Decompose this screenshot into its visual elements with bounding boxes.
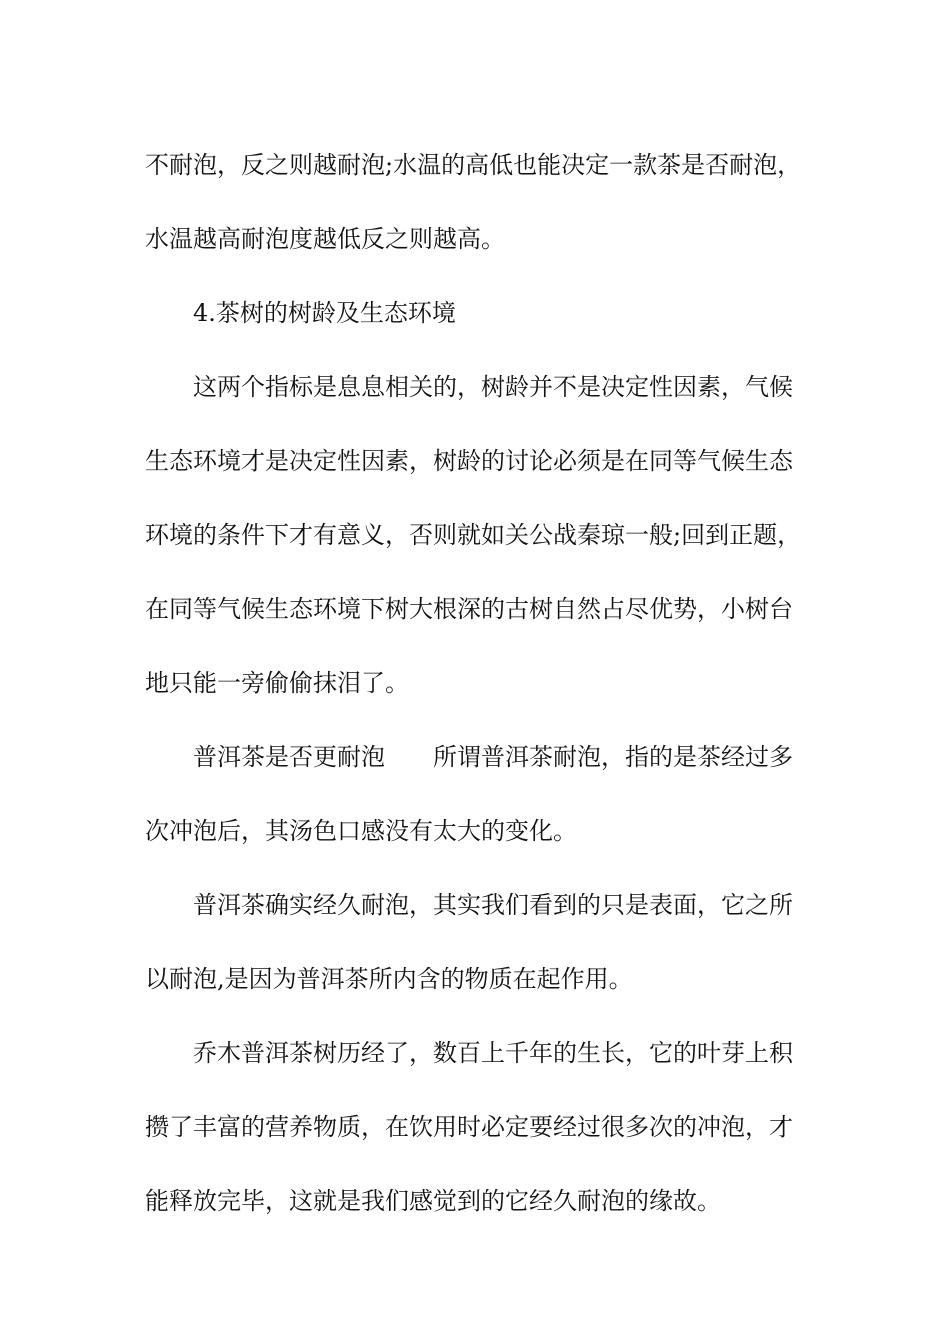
text-line: 这两个指标是息息相关的，树龄并不是决定性因素，气候 <box>193 373 793 401</box>
text-line: 普洱茶是否更耐泡 所谓普洱茶耐泡，指的是茶经过多 <box>193 743 793 771</box>
section-heading: 4.茶树的树龄及生态环境 <box>193 299 456 327</box>
text-line: 攒了丰富的营养物质，在饮用时必定要经过很多次的冲泡，才 <box>145 1113 793 1141</box>
text-line: 环境的条件下才有意义，否则就如关公战秦琼一般;回到正题， <box>145 521 802 549</box>
text-line: 次冲泡后，其汤色口感没有太大的变化。 <box>145 817 577 845</box>
text-line: 在同等气候生态环境下树大根深的古树自然占尽优势，小树台 <box>145 595 793 623</box>
text-line: 水温越高耐泡度越低反之则越高。 <box>145 225 505 253</box>
text-line: 生态环境才是决定性因素，树龄的讨论必须是在同等气候生态 <box>145 447 793 475</box>
body-text <box>145 128 805 1238</box>
text-line: 乔木普洱茶树历经了，数百上千年的生长，它的叶芽上积 <box>193 1039 793 1067</box>
text-line: 地只能一旁偷偷抹泪了。 <box>145 669 409 697</box>
text-line: 以耐泡,是因为普洱茶所内含的物质在起作用。 <box>145 965 633 993</box>
text-line: 普洱茶确实经久耐泡，其实我们看到的只是表面，它之所 <box>193 891 793 919</box>
text-line: 能释放完毕，这就是我们感觉到的它经久耐泡的缘故。 <box>145 1187 721 1215</box>
text-line: 不耐泡，反之则越耐泡;水温的高低也能决定一款茶是否耐泡， <box>145 151 802 179</box>
